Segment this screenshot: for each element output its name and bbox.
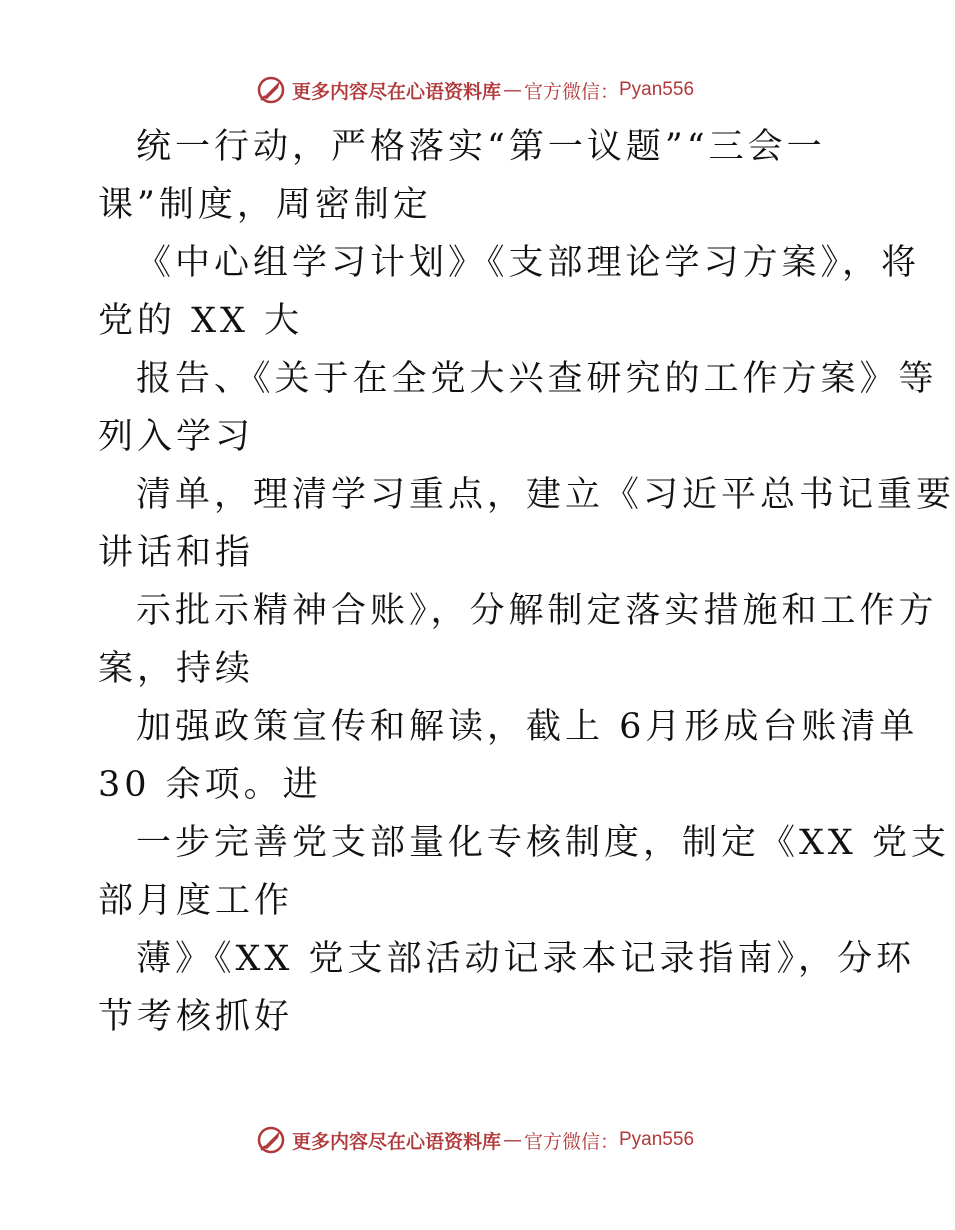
- text-line: 示批示精神合账》，分解制定落实措施和工作方: [136, 591, 938, 631]
- text-line: 部月度工作: [98, 881, 294, 921]
- text-line: 报告、《关于在全党大兴查研究的工作方案》等: [136, 359, 938, 399]
- footer-wechat-label: 官方微信：: [523, 1130, 619, 1153]
- text-line: 《中心组学习计划》《支部理论学习方案》，将: [136, 243, 921, 283]
- footer-watermark: [0, 1122, 950, 1158]
- pen-nib-logo-icon: [256, 75, 286, 105]
- document-body: [98, 118, 955, 1046]
- footer-wechat-id: Pyan556: [619, 1129, 695, 1150]
- text-line: 课”制度，周密制定: [98, 185, 432, 225]
- header-dash: —: [502, 79, 522, 101]
- text-line: 30 余项。进: [98, 765, 322, 805]
- footer-dash: —: [502, 1129, 522, 1151]
- text-line: 案，持续: [98, 649, 255, 689]
- header-wechat-id: Pyan556: [619, 79, 695, 100]
- text-line: 节考核抓好: [98, 997, 294, 1037]
- text-line: 列入学习: [98, 417, 255, 457]
- header-watermark: [0, 72, 950, 108]
- text-line: 加强政策宣传和解读，截上 6月形成台账清单: [136, 707, 919, 747]
- text-line: 清单，理清学习重点，建立《习近平总书记重要: [136, 475, 955, 515]
- header-brand-text: 更多内容尽在心语资料库: [291, 80, 501, 103]
- text-line: 统一行动，严格落实“第一议题”“三会一: [136, 127, 826, 167]
- footer-brand-text: 更多内容尽在心语资料库: [291, 1130, 501, 1153]
- text-line: 一步完善党支部量化专核制度，制定《XX 党支: [136, 823, 950, 863]
- text-line: 讲话和指: [98, 533, 255, 573]
- header-wechat-label: 官方微信：: [523, 80, 619, 103]
- text-line: 党的 XX 大: [98, 301, 304, 341]
- text-line: 薄》《XX 党支部活动记录本记录指南》，分环: [136, 939, 915, 979]
- pen-nib-logo-icon: [256, 1125, 286, 1155]
